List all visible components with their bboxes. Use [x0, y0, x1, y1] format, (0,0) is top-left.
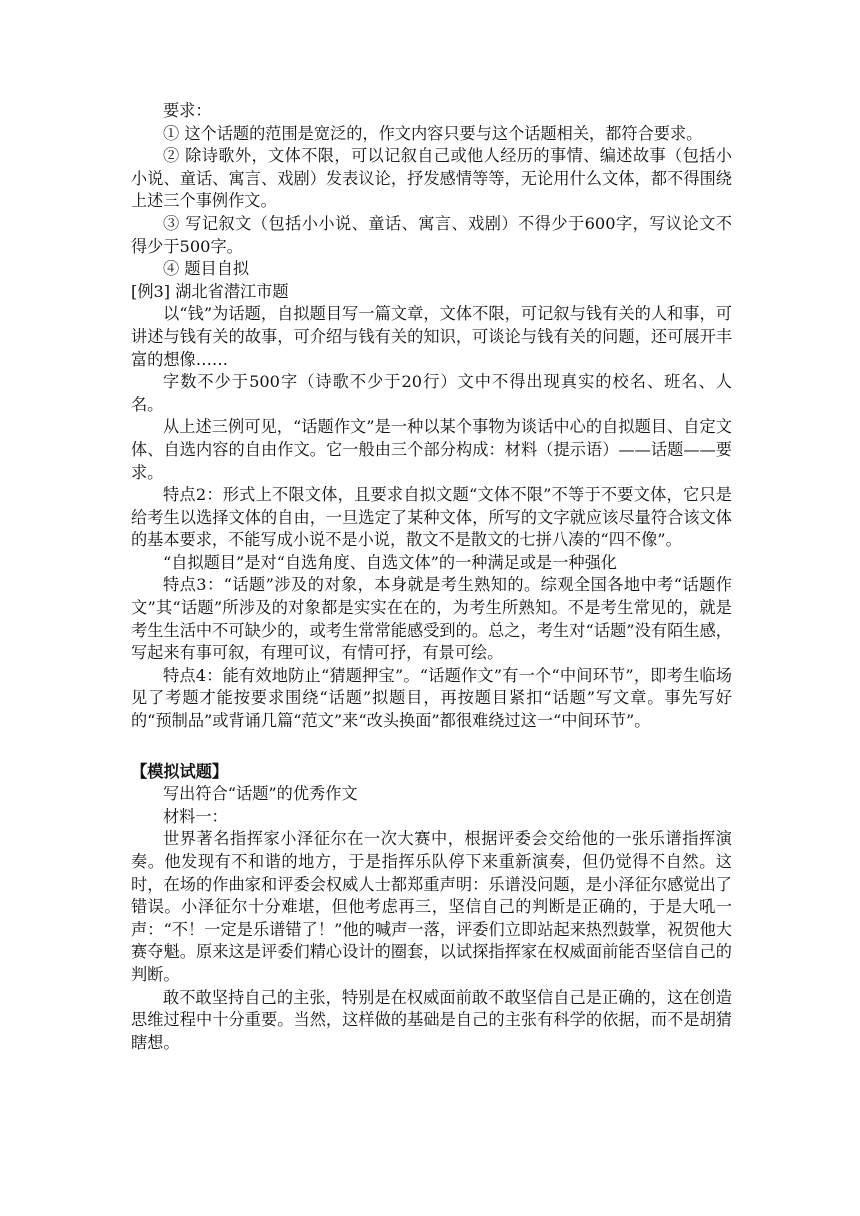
- analysis-paragraph: 特点3：“话题”涉及的对象，本身就是考生熟知的。综观全国各地中考“话题作文”其“话题”所涉及的对象都是实实在在的，为考生所熟知。不是考生常见的，就是考生生活中不可缺少的，或考生常常能感受到的。总之，考生对“话题”没有陌生感，写起来有事可叙，有理可议，有情可抒，有景可绘。: [131, 575, 732, 663]
- requirement-item-3: ③ 写记叙文（包括小小说、童话、寓言、戏剧）不得少于600字，写议论文不得少于500字。: [131, 213, 732, 256]
- task-line: 写出符合“话题”的优秀作文: [163, 784, 358, 804]
- material-paragraph: 敢不敢坚持自己的主张，特别是在权威面前敢不敢坚信自己是正确的，这在创造思维过程中十分重要。当然，这样做的基础是自己的主张有科学的依据，而不是胡猜瞎想。: [131, 987, 732, 1052]
- requirement-item-4: ④ 题目自拟: [163, 259, 250, 279]
- example-3-paragraph: 以“钱”为话题，自拟题目写一篇文章，文体不限，可记叙与钱有关的人和事，可讲述与钱有关的故事，可介绍与钱有关的知识，可谈论与钱有关的问题，还可展开丰富的想像……: [131, 304, 732, 369]
- requirement-item-1: ① 这个话题的范围是宽泛的，作文内容只要与这个话题相关，都符合要求。: [163, 123, 703, 143]
- requirement-item-2: ② 除诗歌外，文体不限，可以记叙自己或他人经历的事情、编述故事（包括小小说、童话、寓言、戏剧）发表议论，抒发感情等等，无论用什么文体，都不得围绕上述三个事例作文。: [131, 146, 732, 211]
- material-paragraph: 世界著名指挥家小泽征尔在一次大赛中，根据评委会交给他的一张乐谱指挥演奏。他发现有不和谐的地方，于是指挥乐队停下来重新演奏，但仍觉得不自然。这时，在场的作曲家和评委会权威人士都郑重声明：乐谱没问题，是小泽征尔感觉出了错误。小泽征尔十分难堪，但他考虑再三，坚信自己的判断是正确的，于是大吼一声：“不！一定是乐谱错了！”他的喊声一落，评委们立即站起来热烈鼓掌，祝贺他大赛夺魁。原来这是评委们精心设计的圈套，以试探指挥家在权威面前能否坚信自己的判断。: [131, 829, 732, 984]
- requirements-title: 要求：: [163, 101, 212, 120]
- analysis-paragraph: “自拟题目”是对“自选角度、自选文体”的一种满足或是一种强化: [163, 552, 617, 572]
- example-3-paragraph: 字数不少于500字（诗歌不少于20行）文中不得出现真实的校名、班名、人名。: [131, 372, 732, 414]
- section-heading: 【模拟试题】: [131, 761, 229, 781]
- analysis-paragraph: 特点4：能有效地防止“猜题押宝”。“话题作文”有一个“中间环节”，即考生临场见了考题才能按要求围绕“话题”拟题目，再按题目紧扣“话题”写文章。事先写好的“预制品”或背诵几篇“范文”来“改头换面”都很难绕过这一“中间环节”。: [131, 665, 732, 731]
- analysis-paragraph: 从上述三例可见，“话题作文”是一种以某个事物为谈话中心的自拟题目、自定文体、自选内容的自由作文。它一般由三个部分构成：材料（提示语）——话题——要求。: [131, 417, 732, 482]
- example-3-label: [例3] 湖北省潜江市题: [131, 281, 289, 301]
- document-page: [131, 100, 732, 1054]
- material-label: 材料一：: [163, 806, 228, 826]
- analysis-paragraph: 特点2：形式上不限文体，且要求自拟文题“文体不限”不等于不要文体，它只是给考生以选择文体的自由，一旦选定了某种文体，所写的文字就应该尽量符合该文体的基本要求，不能写成小说不是小说，散文不是散文的七拼八凑的“四不像”。: [131, 485, 732, 550]
